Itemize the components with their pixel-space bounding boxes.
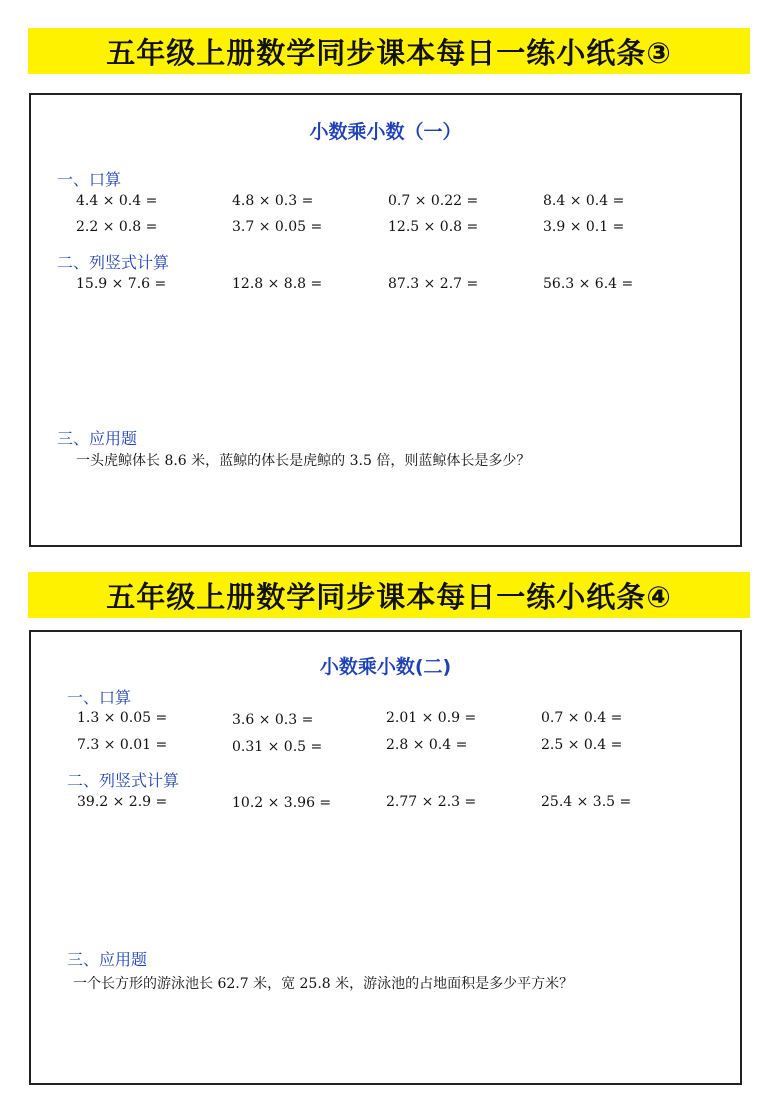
sheet-1-section-vertical: 二、列竖式计算	[57, 253, 170, 272]
sheet-1-word-problem: 一头虎鲸体长 8.6 米，蓝鲸的体长是虎鲸的 3.5 倍，则蓝鲸体长是多少？	[76, 453, 531, 469]
sheet-1-title: 小数乘小数（一）	[309, 121, 462, 143]
sheet-2-card	[29, 630, 742, 1085]
sheet-2-section-word: 三、应用题	[67, 950, 148, 969]
sheet-2-word-problem: 一个长方形的游泳池长 62.7 米，宽 25.8 米，游泳池的占地面积是多少平方米？	[73, 976, 574, 992]
sheet-2-oral-problem: 7.3 × 0.01 =	[77, 737, 168, 753]
sheet-1-banner: 五年级上册数学同步课本每日一练小纸条③	[28, 28, 750, 74]
sheet-1-vertical-problem: 87.3 × 2.7 =	[388, 276, 479, 292]
sheet-2-vertical-problem: 2.77 × 2.3 =	[386, 794, 477, 810]
sheet-1-oral-problem: 4.4 × 0.4 =	[76, 193, 158, 209]
sheet-2-oral-problem: 0.31 × 0.5 =	[232, 739, 323, 755]
sheet-1-oral-problem: 12.5 × 0.8 =	[388, 219, 479, 235]
sheet-2-vertical-problem: 10.2 × 3.96 =	[232, 795, 332, 811]
sheet-1-vertical-problem: 15.9 × 7.6 =	[76, 276, 167, 292]
sheet-2-vertical-problem: 25.4 × 3.5 =	[541, 794, 632, 810]
sheet-2-title: 小数乘小数(二)	[319, 656, 452, 678]
sheet-1-section-word: 三、应用题	[57, 429, 138, 448]
sheet-2-oral-problem: 3.6 × 0.3 =	[232, 712, 314, 728]
sheet-1-vertical-problem: 12.8 × 8.8 =	[232, 276, 323, 292]
sheet-2-oral-problem: 0.7 × 0.4 =	[541, 710, 623, 726]
sheet-1-oral-problem: 8.4 × 0.4 =	[543, 193, 625, 209]
sheet-2-oral-problem: 2.8 × 0.4 =	[386, 737, 468, 753]
sheet-2-vertical-problem: 39.2 × 2.9 =	[77, 794, 168, 810]
sheet-2-oral-problem: 2.01 × 0.9 =	[386, 710, 477, 726]
sheet-2-oral-problem: 1.3 × 0.05 =	[77, 710, 168, 726]
sheet-1-oral-problem: 3.7 × 0.05 =	[232, 219, 323, 235]
sheet-1-card	[29, 93, 742, 547]
sheet-1-oral-problem: 0.7 × 0.22 =	[388, 193, 479, 209]
sheet-1-oral-problem: 3.9 × 0.1 =	[543, 219, 625, 235]
sheet-2-section-oral: 一、口算	[67, 688, 132, 707]
sheet-2-oral-problem: 2.5 × 0.4 =	[541, 737, 623, 753]
sheet-1-oral-problem: 2.2 × 0.8 =	[76, 219, 158, 235]
sheet-1-section-oral: 一、口算	[57, 170, 122, 189]
sheet-2-section-vertical: 二、列竖式计算	[67, 771, 180, 790]
sheet-2-banner: 五年级上册数学同步课本每日一练小纸条④	[28, 572, 750, 618]
sheet-1-oral-problem: 4.8 × 0.3 =	[232, 193, 314, 209]
sheet-1-vertical-problem: 56.3 × 6.4 =	[543, 276, 634, 292]
